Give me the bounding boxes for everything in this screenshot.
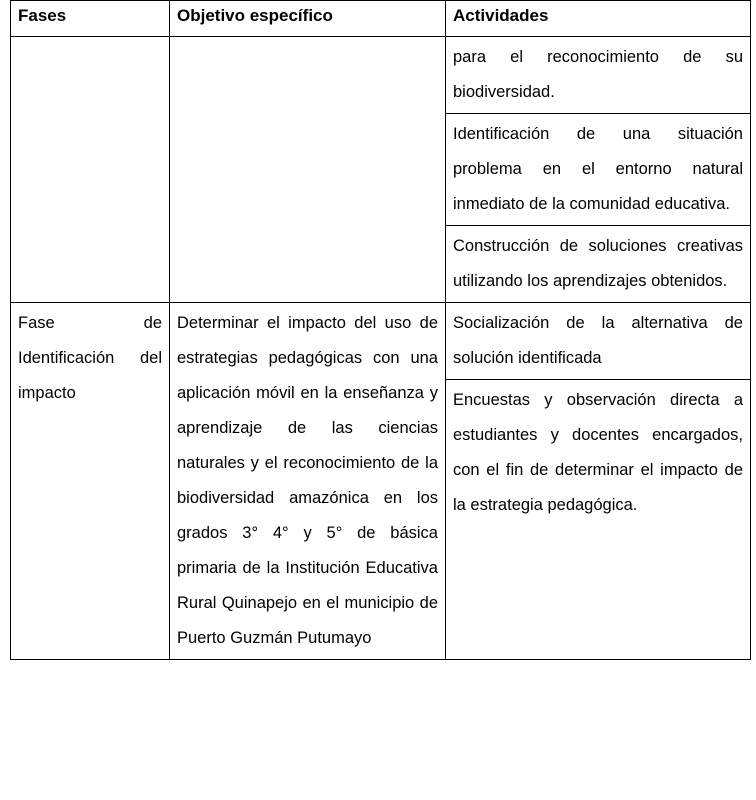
activity-item: Identificación de una situación problema en el entorno natural inmediato de la comunidad educativa. <box>446 114 750 226</box>
table-header-row <box>11 1 751 37</box>
row2-fase-cell: Fase de Identificación del impacto <box>11 303 170 660</box>
activities-table <box>10 0 751 660</box>
table-row <box>11 303 751 660</box>
activity-item: Encuestas y observación directa a estudiantes y docentes encargados, con el fin de determinar el impacto de la estrategia pedagógica. <box>453 391 743 514</box>
row2-objetivo-cell: Determinar el impacto del uso de estrategias pedagógicas con una aplicación móvil en la enseñanza y aprendizaje de las ciencias naturales y el reconocimiento de la biodiversidad amazónica en los grados 3° 4° y 5° de básica primaria de la Institución Educativa Rural Quinapejo en el municipio de Puerto Guzmán Putumayo <box>170 303 446 660</box>
table-row <box>11 37 751 303</box>
activity-item: para el reconocimiento de su biodiversidad. <box>446 37 750 114</box>
header-objetivo: Objetivo específico <box>170 1 446 37</box>
row1-actividades-cell <box>446 37 751 303</box>
row2-actividades-cell <box>446 303 751 660</box>
activity-item: Socialización de la alternativa de solución identificada <box>446 303 750 380</box>
header-actividades: Actividades <box>446 1 751 37</box>
row1-objetivo-cell <box>170 37 446 303</box>
header-fases: Fases <box>11 1 170 37</box>
activity-item: Construcción de soluciones creativas utilizando los aprendizajes obtenidos. <box>453 237 743 290</box>
row1-fase-cell <box>11 37 170 303</box>
